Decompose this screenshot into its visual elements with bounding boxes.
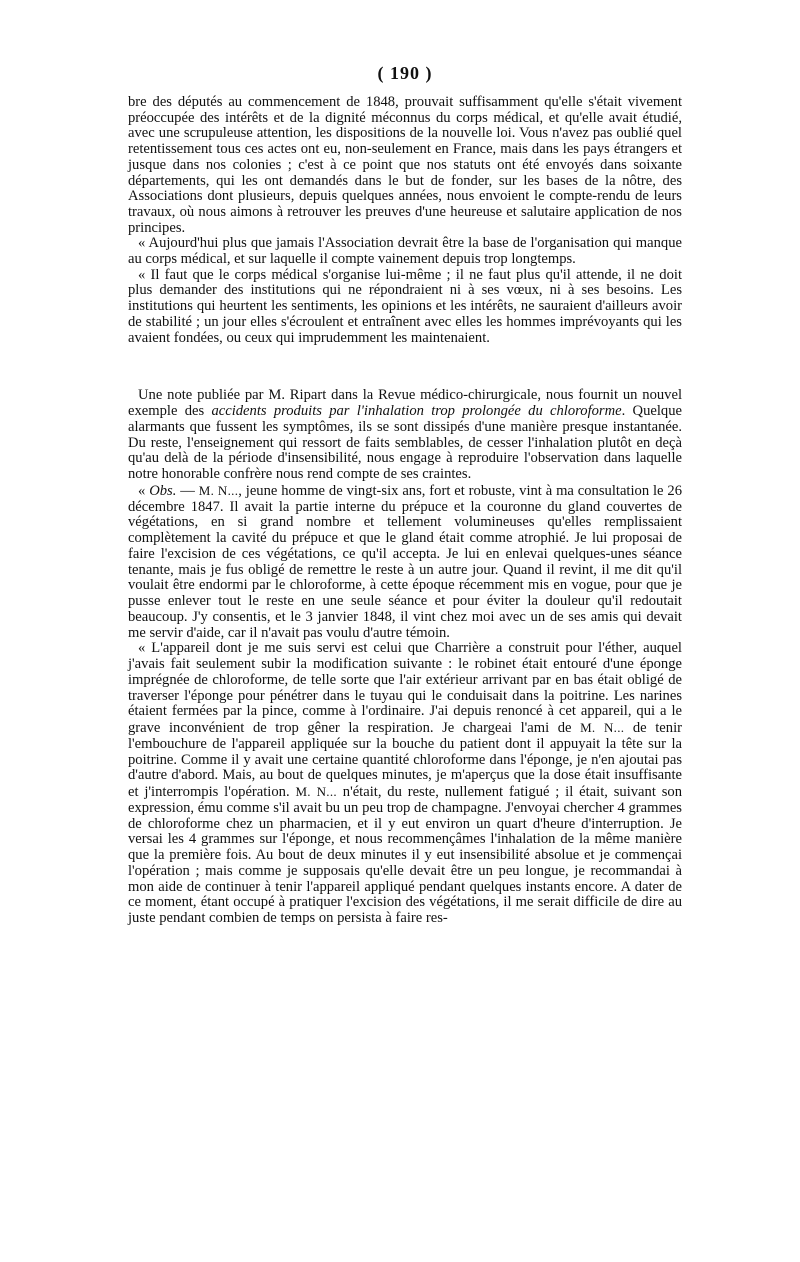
- quoted-address: [128, 95, 682, 346]
- quote-paragraph-1: bre des députés au commencement de 1848, prouvait suffisamment qu'elle s'était vivement préoccupée des intérêts et de la dignité méconnus du corps médical, et qu'elle avait étudié, avec une scrupuleuse attention, les dispositions de la nouvelle loi. Vous n'avez pas oublié quel retentissement tous ces actes ont eu, non-seulement en France, mais dans les pays étrangers et jusque dans nos colonies ; c'est à ce point que nos statuts ont été envoyés dans soixante départements, qui les ont demandés dans le but de fonder, sur les bases de la nôtre, des Associations dont plusieurs, depuis quelques années, nous envoient le compte-rendu de leurs travaux, où nous aimons à retrouver les preuves d'une heureuse et salutaire application de nos principes.: [128, 94, 682, 236]
- apparatus-text-3: n'était, du reste, nullement fatigué ; il était, suivant son expression, ému comme s'il avait bu un peu trop de champagne. J'envoyai chercher 4 grammes de chloroforme chez un pharmacien, et il y eut environ un quart d'heure d'interruption. Je versai les 4 grammes sur l'éponge, et nous recommençâmes l'inhalation de la même manière que la première fois. Au bout de deux minutes il y eut insensibilité absolue et je commençai l'opération ; mais comme je supposais qu'elle devait être un peu longue, je recommandai à mon aide de continuer à tenir l'appareil appliqué pendant quelques instants encore. A dater de ce moment, étant occupé à pratiquer l'excision des végétations, il me serait difficile de dire au juste pendant combien de temps on persista à faire res-: [128, 784, 682, 926]
- patient-name-ref-1: M. N...: [580, 720, 625, 735]
- obs-label: Obs.: [149, 482, 177, 499]
- patient-name-ref-2: M. N...: [295, 784, 337, 799]
- apparatus-text-1: « L'appareil dont je me suis servi est celui que Charrière a construit pour l'éther, auquel j'avais fait seulement subir la modification suivante : le robinet était entouré d'une éponge imprégnée de chloroforme, de telle sorte que l'air extérieur arrivant par en bas était obligé de traverser l'éponge pour pénétrer dans le tuyau qui le conduisait dans la poitrine. Les narines étaient fermées par la pince, comme à l'ordinaire. J'ai depuis renoncé à cet appareil, qui a le grave inconvénient de trop gêner la respiration. Je chargeai l'ami de: [128, 640, 682, 736]
- apparatus-paragraph: [128, 641, 682, 927]
- apparatus-text-2: de tenir l'embouchure de l'appareil appliquée sur la bouche du patient dont il appuyait la tête sur la poitrine. Comme il y avait une certaine quantité chloroforme dans l'éponge, je n'en ajoutai pas d'autre d'abord. Mais, au bout de quelques minutes, je m'aperçus que la dose était insuffisante et j'interrompis l'opération.: [128, 720, 682, 800]
- journal-name: Revue médico-chirurgicale: [378, 387, 538, 404]
- intro-text-middle: , nous fournit un nouvel exemple des: [128, 387, 682, 419]
- obs-dash: —: [176, 482, 199, 499]
- quote-paragraph-3: « Il faut que le corps médical s'organise lui-même ; il ne faut plus qu'il attende, il ne doit plus demander des institutions qui ne répondraient ni à ses vœux, ni à ses besoins. Les institutions qui heurtent les sentiments, les opinions et les intérêts, ne sauraient d'ailleurs avoir de stabilité ; un jour elles s'écroulent et entraînent avec elles les hommes imprévoyants qui les avaient fondées, ou ceux qui imprudemment les maintenaient.: [128, 266, 682, 346]
- observation-paragraph: [128, 483, 682, 642]
- book-page: [128, 62, 682, 927]
- observation-text: , jeune homme de vingt-six ans, fort et robuste, vint à ma consultation le 26 décembre 1847. Il avait la partie interne du prépuce et la couronne du gland couvertes de végétations, en si grand nombre et tellement volumineuses qu'elles remplissaient complètement la cavité du prépuce et que le gland était comme atrophié. Je lui proposai de faire l'excision de ces végétations, ce qu'il accepta. Je lui en enlevai quelques-unes séance tenante, mais je fus obligé de remettre le reste à un autre jour. Quand il revint, il me dit qu'il voulait être endormi par le chloroforme, à cette époque récemment mis en vogue, pour que je pusse enlever tout le reste en une seule séance et pour éviter la douleur qu'il redoutait beaucoup. J'y consentis, et le 3 janvier 1848, il vint chez moi avec un de ses amis qui devait me servir d'aide, car il n'avait pas voulu d'autre témoin.: [128, 482, 683, 641]
- section-gap: [128, 346, 682, 388]
- obs-open-quote: «: [138, 482, 150, 499]
- article-intro-paragraph: [128, 388, 682, 483]
- article-subject-italic: accidents produits par l'inhalation trop prolongée du chloroforme: [211, 403, 622, 419]
- quote-paragraph-2: « Aujourd'hui plus que jamais l'Association devrait être la base de l'organisation qui manque au corps médical, et sur laquelle il compte vainement depuis trop longtemps.: [128, 235, 682, 268]
- article-chloroform: [128, 388, 682, 927]
- patient-name: M. N...: [198, 482, 239, 498]
- intro-text-end: . Quelque alarmants que fussent les symptômes, ils se sont dissipés d'une manière presque instantanée. Du reste, l'enseignement qui ressort de faits semblables, de cesser l'inhalation plutôt en deçà qu'au delà de la période d'insensibilité, nous engage à reproduire l'observation dans laquelle notre honorable confrère nous rend compte de ses craintes.: [128, 403, 682, 482]
- page-number: ( 190 ): [377, 63, 433, 83]
- intro-text-start: Une note publiée par M. Ripart dans la: [138, 387, 379, 404]
